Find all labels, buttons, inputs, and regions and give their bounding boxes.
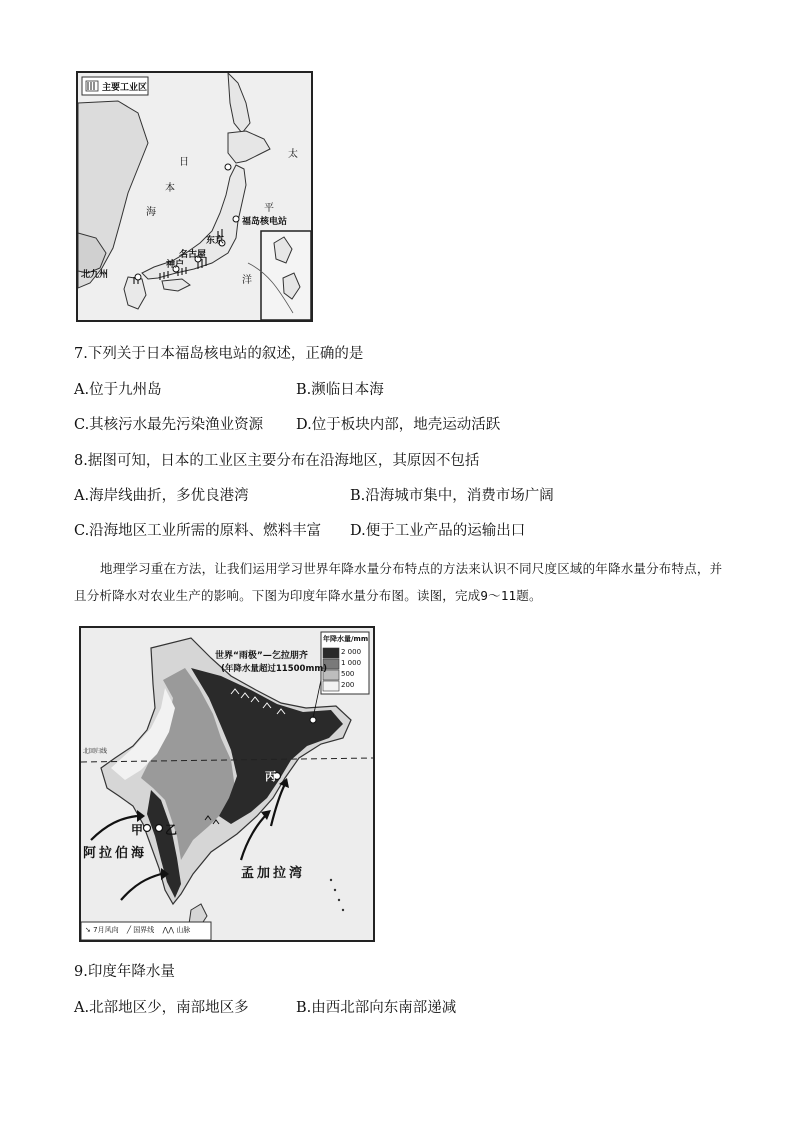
tokyo-label: 东京 (206, 236, 225, 246)
border-line-icon: ╱ (126, 926, 132, 934)
japan-map (76, 71, 313, 322)
question-8-option-a[interactable]: A.海岸线曲折，多优良港湾 (74, 488, 249, 504)
point-yi-label: 乙 (165, 823, 178, 837)
question-8-option-d[interactable]: D.便于工业产品的运输出口 (350, 523, 526, 539)
fukushima-label: 福岛核电站 (242, 217, 288, 227)
question-8-stem: 8.据图可知，日本的工业区主要分布在沿海地区，其原因不包括 (74, 453, 480, 469)
point-jia-label: 甲 (131, 823, 144, 837)
india-rainfall-map (79, 626, 375, 942)
question-7-option-d[interactable]: D.位于板块内部，地壳运动活跃 (296, 417, 501, 433)
bottom-legend (85, 925, 190, 935)
legend-label-1000: 1 000 (341, 659, 362, 667)
bay-of-bengal-label: 孟加拉湾 (241, 866, 306, 881)
arabian-sea-label (83, 842, 147, 861)
question-7-option-c[interactable]: C.其核污水最先污染渔业资源 (74, 417, 264, 433)
legend-label-2000: 2 000 (341, 648, 362, 656)
legend-swatch-200 (323, 681, 339, 691)
legend-wind: 7月风向 (93, 926, 119, 934)
question-7-option-b[interactable]: B.濒临日本海 (296, 382, 384, 398)
arabian-sea-char-4: 海 (131, 846, 148, 861)
question-7-stem: 7.下列关于日本福岛核电站的叙述，正确的是 (74, 346, 364, 362)
tropic-label: 北回归线 (83, 748, 108, 755)
question-9-option-a[interactable]: A.北部地区少，南部地区多 (74, 1000, 249, 1016)
question-8-option-c[interactable]: C.沿海地区工业所需的原料、燃料丰富 (74, 523, 322, 539)
legend-mountain: 山脉 (176, 926, 191, 934)
ocean-label-ping: 平 (264, 203, 274, 214)
legend-label-200: 200 (341, 681, 355, 689)
kobe-label: 神户 (166, 260, 185, 270)
arabian-sea-char-1: 阿 (83, 846, 100, 861)
arabian-sea-char-3: 伯 (115, 846, 132, 861)
sea-label-hai: 海 (146, 207, 156, 218)
question-7-option-a[interactable]: A.位于九州岛 (74, 382, 162, 398)
question-8-option-b[interactable]: B.沿海城市集中，消费市场广阔 (350, 488, 554, 504)
wind-arrow-icon: ➘ (85, 926, 91, 934)
nagoya-label: 名古屋 (179, 250, 207, 260)
rain-pole-annotation-2: (年降水量超过11500mm) (221, 664, 328, 674)
map1-legend-label: 主要工业区 (102, 83, 148, 93)
question-9-option-b[interactable]: B.由西北部向东南部递减 (296, 1000, 457, 1016)
sea-label-ben: 本 (165, 183, 175, 194)
ocean-label-yang: 洋 (242, 275, 252, 286)
question-9-stem: 9.印度年降水量 (74, 964, 175, 980)
india-map-graphic (81, 628, 373, 940)
arabian-sea-char-2: 拉 (99, 846, 116, 861)
reading-passage: 地理学习重在方法，让我们运用学习世界年降水量分布特点的方法来认识不同尺度区域的年降水量分布特点，并且分析降水对农业生产的影响。下图为印度年降水量分布图。读图，完成9～11题。 (74, 561, 723, 603)
legend-label-500: 500 (341, 670, 355, 678)
rain-pole-annotation-1: 世界“雨极”—乞拉朋齐 (215, 651, 308, 661)
legend-swatch-2000 (323, 648, 339, 658)
sea-label-ri: 日 (179, 157, 189, 168)
mountain-icon: ⋀⋀ (162, 926, 174, 934)
japan-map-graphic (78, 73, 311, 320)
ocean-label-tai: 太 (288, 149, 298, 160)
legend-border: 国界线 (133, 926, 155, 934)
rainfall-legend-title: 年降水量/mm (323, 635, 369, 643)
industrial-zone-legend-icon (86, 81, 98, 91)
point-bing-label: 丙 (265, 770, 276, 783)
kitakyushu-label: 北九州 (81, 270, 109, 280)
